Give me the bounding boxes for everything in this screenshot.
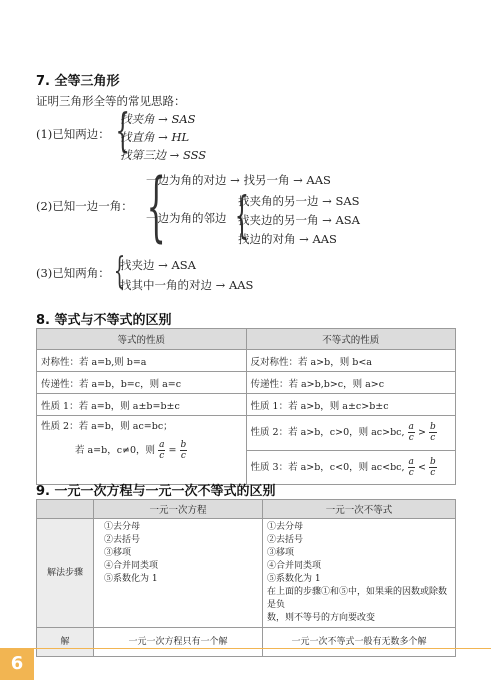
case-1-item-2: 找直角 → HL <box>120 130 190 144</box>
table-row <box>37 372 456 394</box>
case-1-item-1: 找夹角 → SAS <box>120 112 196 126</box>
table-row <box>37 350 456 372</box>
table-row <box>37 416 456 451</box>
table-cell: 传递性：若 a=b，b=c，则 a=c <box>37 372 247 394</box>
fraction: $\frac{a}{c}$ <box>408 422 414 444</box>
table-cell: 反对称性：若 a>b，则 b<a <box>246 350 456 372</box>
case-1-brace: { <box>115 103 130 157</box>
inequality-steps: ①去分母 ②去括号 ③移项 ④合并同类项 ⑤系数化为 1 在上面的步骤①和⑤中，如果乘的因数或除数是负 数，则不等号的方向要改变 <box>263 519 456 628</box>
case-2-brace: { <box>146 161 166 250</box>
case-2-label: (2)已知一边一角： <box>36 199 133 213</box>
table-cell: 传递性：若 a>b,b>c，则 a>c <box>246 372 456 394</box>
section-8-title: 8. 等式与不等式的区别 <box>36 313 172 328</box>
table-row <box>37 394 456 416</box>
case-3-brace: { <box>113 251 126 292</box>
case-2-opposite: 一边为角的对边 → 找另一角 → AAS <box>146 173 331 187</box>
case-3-label: (3)已知两角： <box>36 266 110 280</box>
section-7-title: 7. 全等三角形 <box>36 74 120 89</box>
case-2-sub-2: 找夹边的另一角 → ASA <box>238 213 360 227</box>
case-1-item-3: 找第三边 → SSS <box>120 148 207 162</box>
fraction: $\frac{a}{c}$ <box>408 456 414 478</box>
section-7-intro: 证明三角形全等的常见思路： <box>36 94 186 108</box>
fraction: $\frac{a}{c}$ <box>159 440 165 461</box>
solution-label: 解 <box>37 628 94 657</box>
inequality-property-3: 性质 3：若 a>b，c<0，则 ac<bc, $\frac{a}{c}$ < $\frac{b}{c}$ <box>246 450 456 485</box>
page-number: 6 <box>0 648 34 680</box>
fraction: $\frac{b}{c}$ <box>429 422 436 444</box>
table-cell: 性质 1：若 a>b，则 a±c>b±c <box>246 394 456 416</box>
table-cell: 性质 1：若 a=b，则 a±b=b±c <box>37 394 247 416</box>
case-3-item-2: 找其中一角的对边 → AAS <box>120 278 254 292</box>
steps-label: 解法步骤 <box>37 519 94 628</box>
table-cell: 对称性：若 a=b,则 b=a <box>37 350 247 372</box>
equality-header: 等式的性质 <box>37 329 247 350</box>
table-row <box>37 628 456 657</box>
equality-property-2-line-1: 性质 2：若 a=b，则 ac=bc； <box>41 421 173 432</box>
equality-property-2 <box>37 416 247 485</box>
fraction: $\frac{b}{c}$ <box>429 456 436 478</box>
equation-header: 一元一次方程 <box>94 500 263 519</box>
equation-solution: 一元一次方程只有一个解 <box>94 628 263 657</box>
equation-table <box>36 499 456 657</box>
case-1-label: (1)已知两边： <box>36 127 110 141</box>
inequality-header: 一元一次不等式 <box>263 500 456 519</box>
case-2-sub-brace: { <box>234 186 250 244</box>
equality-property-2-line-2: 若 a=b，c≠0，则 $\frac{a}{c}$ = $\frac{b}{c}$ <box>75 440 187 461</box>
case-2-sub-1: 找夹角的另一边 → SAS <box>238 194 360 208</box>
inequality-header: 不等式的性质 <box>246 329 456 350</box>
case-3-item-1: 找夹边 → ASA <box>120 258 196 272</box>
case-2-adjacent: 一边为角的邻边 <box>146 211 227 225</box>
case-2-sub-3: 找边的对角 → AAS <box>238 232 337 246</box>
section-9-title: 9. 一元一次方程与一元一次不等式的区别 <box>36 484 276 499</box>
footer-rule <box>0 648 491 649</box>
equation-steps: ①去分母 ②去括号 ③移项 ④合并同类项 ⑤系数化为 1 <box>94 519 263 628</box>
table-corner <box>37 500 94 519</box>
fraction: $\frac{b}{c}$ <box>180 440 187 461</box>
inequality-property-2: 性质 2：若 a>b，c>0，则 ac>bc, $\frac{a}{c}$ > $\frac{b}{c}$ <box>246 416 456 451</box>
inequality-solution: 一元一次不等式一般有无数多个解 <box>263 628 456 657</box>
equality-property-2-cond: 若 a=b，c≠0，则 <box>75 445 156 456</box>
equality-table <box>36 328 456 485</box>
table-row <box>37 519 456 628</box>
